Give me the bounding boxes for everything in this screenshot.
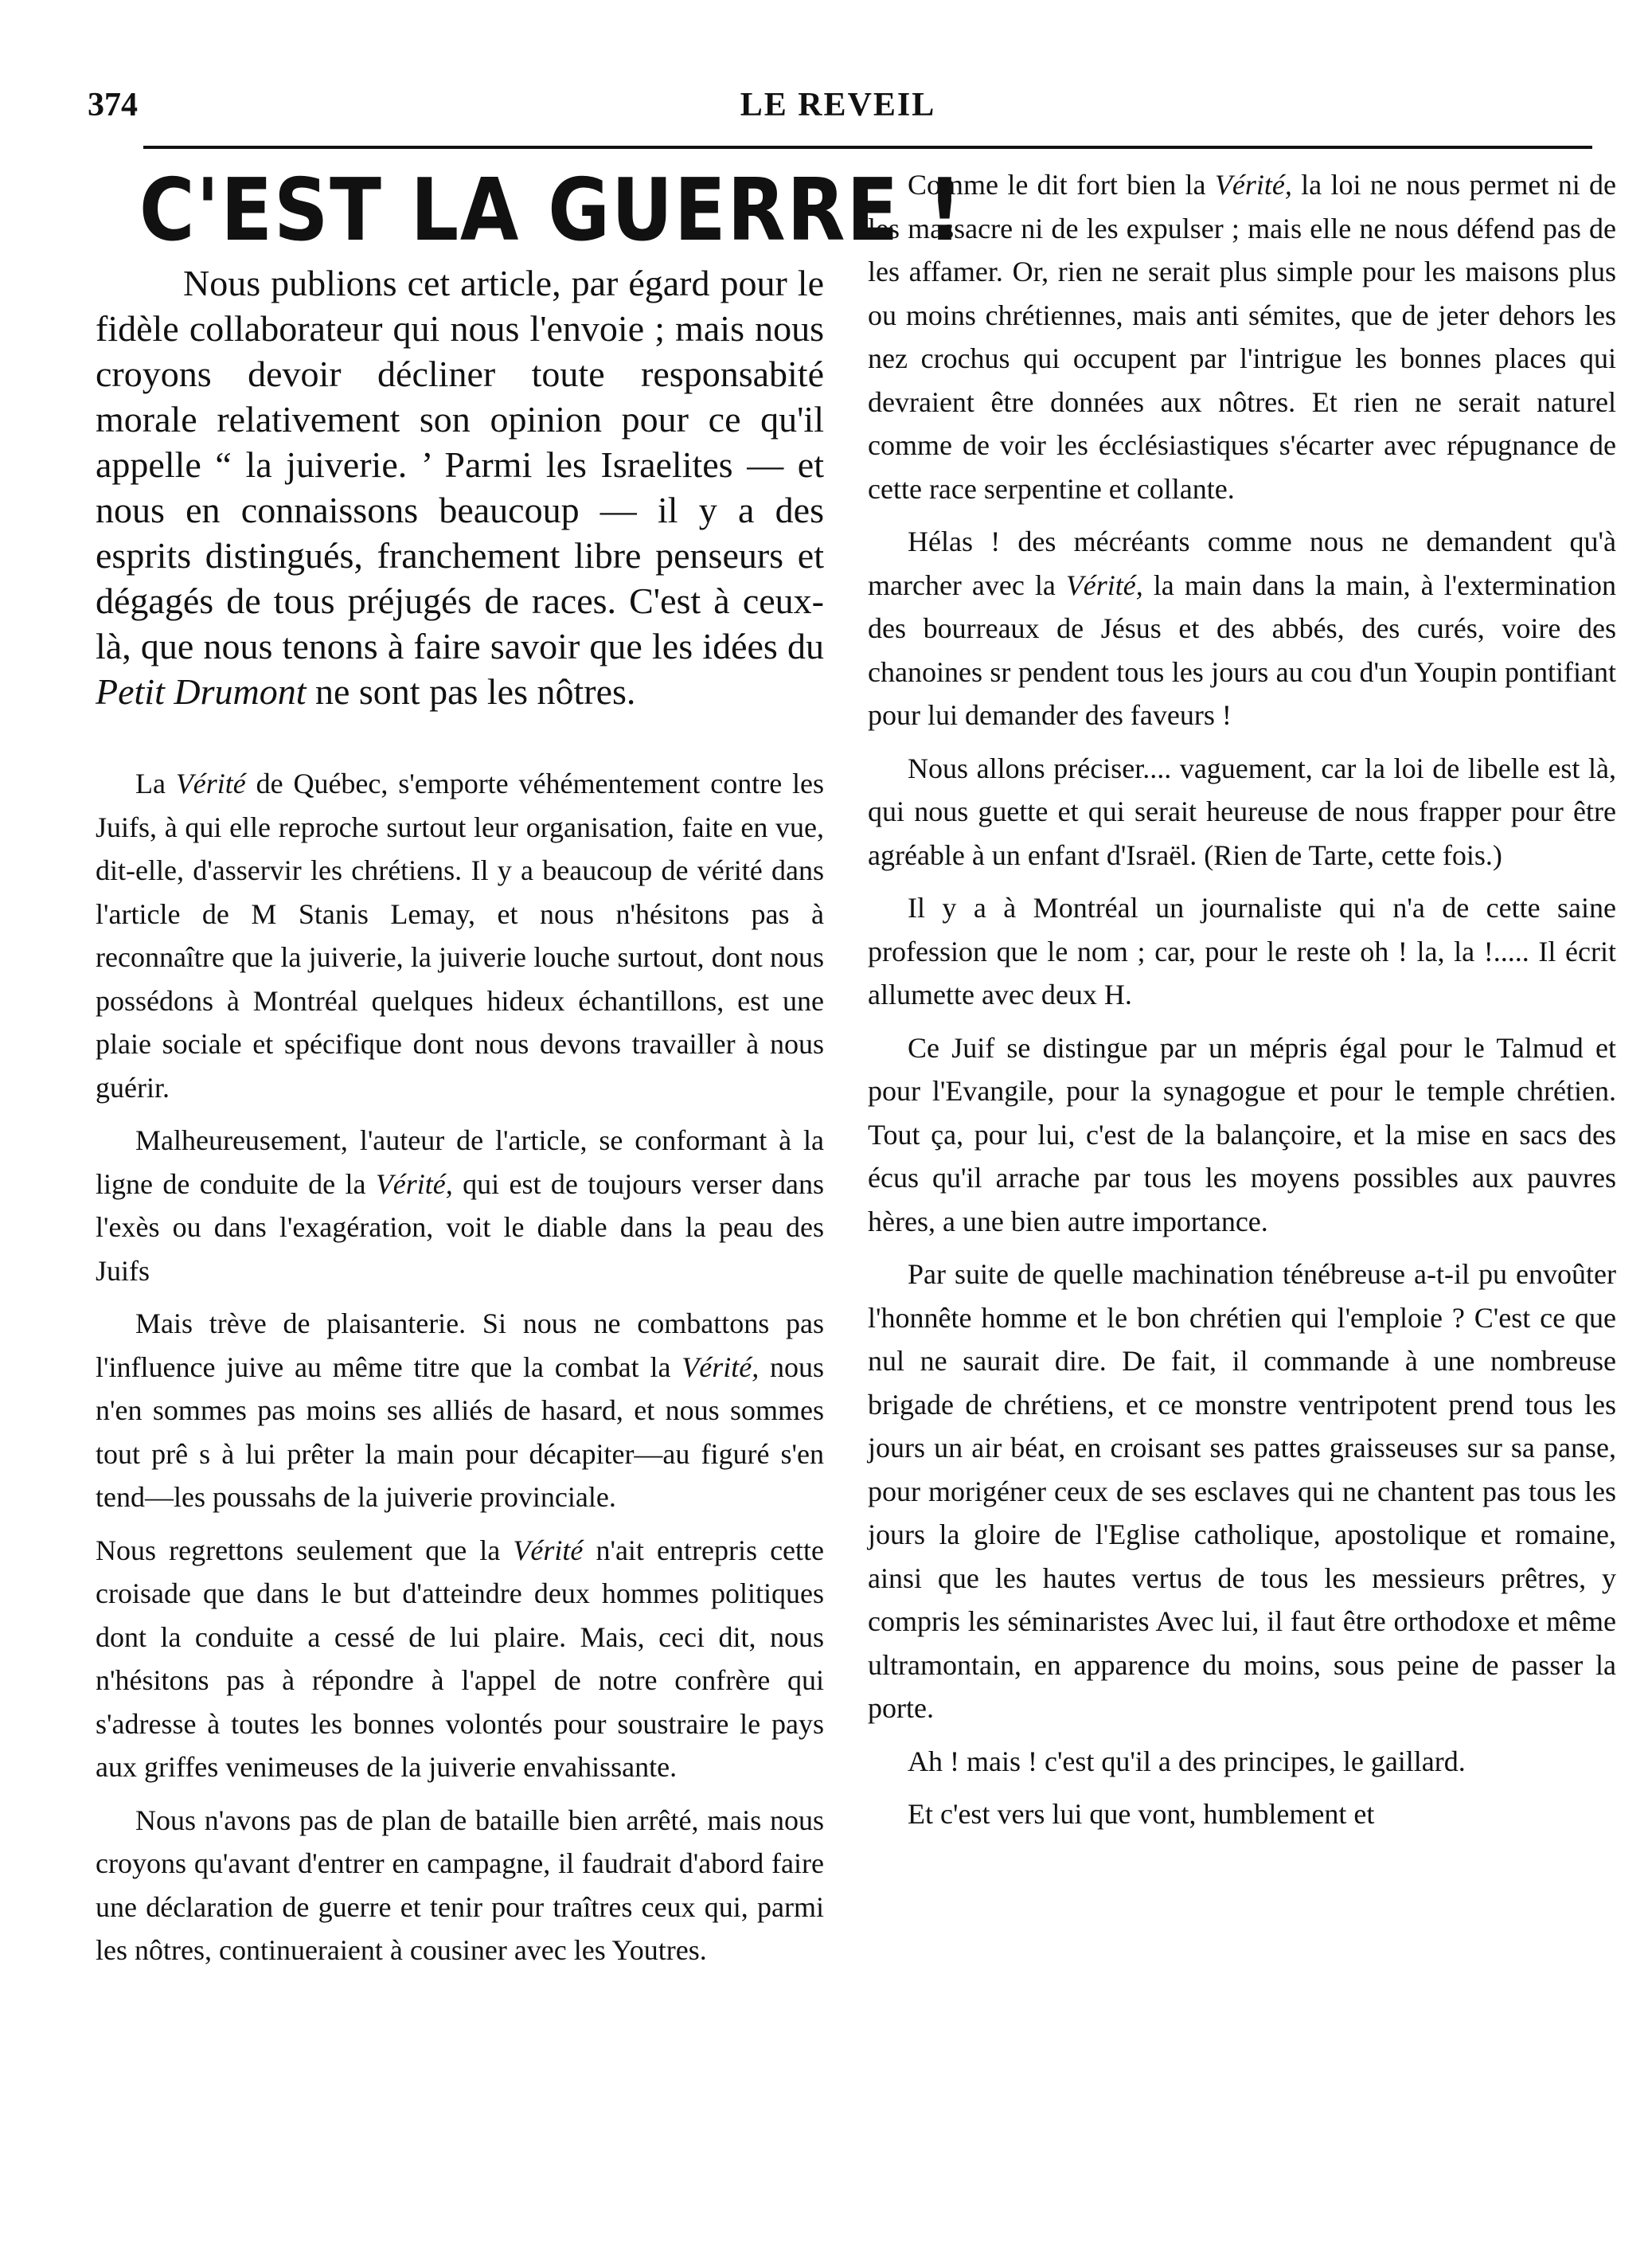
r1-italic: Vérité, xyxy=(1214,169,1292,201)
p2-start: Malheureusement, l'auteur de l'article, se conformant à la ligne de conduite de la xyxy=(96,1124,824,1200)
page-number: 374 xyxy=(88,87,138,123)
paragraph-r4: Il y a à Montréal un journaliste qui n'a de cette saine profession que le nom ; car, pour le reste oh ! la, la !..... Il écrit allumette avec deux H. xyxy=(868,892,1616,1010)
right-column xyxy=(868,163,1616,1846)
running-title: LE REVEIL xyxy=(740,87,936,123)
page-header xyxy=(72,86,1604,134)
r1-start: Comme le dit fort bien la xyxy=(908,169,1206,201)
editor-note xyxy=(96,260,824,714)
paragraph-r5: Ce Juif se distingue par un mépris égal pour le Talmud et pour l'Evangile, pour la synagogue et pour le temple chrétien. Tout ça, pour lui, c'est de la balançoire, et la mise en sacs des écus qu'il arrache par tous les moyens possibles aux pauvres hères, a une bien autre importance. xyxy=(868,1031,1616,1237)
paragraph-r1 xyxy=(868,163,1616,510)
p2-end: qui est de toujours verser dans l'exès ou dans l'exagération, voit le diable dans la peau des Juifs xyxy=(96,1167,825,1287)
paragraph-5: Nous n'avons pas de plan de bataille bien arrêté, mais nous croyons qu'avant d'entrer en campagne, il faudrait d'abord faire une déclaration de guerre et tenir pour traîtres ceux qui, parmi les nôtres, continueraient à cousiner avec les Youtres. xyxy=(96,1804,824,1966)
p2-italic: Vérité, xyxy=(375,1167,453,1200)
p3-start: Mais trève de plaisanterie. Si nous ne combattons pas l'influence juive au même titre que la combat la xyxy=(96,1307,824,1383)
p4-italic: Vérité xyxy=(513,1534,584,1566)
paragraph-r6: Par suite de quelle machination ténébreuse a-t-il pu envoûter l'honnête homme et le bon chrétien qui l'emploie ? C'est ce que nul ne saurait dire. De fait, il commande à une nombreuse brigade de chrétiens, et ce monstre ventripotent prend tous les jours un air béat, en croisant ses pattes graisseuses sur sa panse, pour morigéner ceux de ses esclaves qui ne chantent pas tous les jours la gloire de l'Eglise catholique, apostolique et romaine, ainsi que les hautes vertus de tous les messieurs prêtres, y compris les séminaristes Avec lui, il faut être orthodoxe et même ultramontain, en apparence du moins, sous peine de passer la porte. xyxy=(868,1258,1616,1724)
paragraph-1 xyxy=(96,762,824,1109)
p1-end: de Québec, s'emporte véhémentement contre les Juifs, à qui elle reproche surtout leur organisation, faite en vue, dit-elle, d'asservir les chrétiens. Il y a beaucoup de vérité dans l'article de M Stanis Lemay, et nous n'hésitons pas à reconnaître que la juiverie, la juiverie louche surtout, dont nous possédons à Montréal quelques hideux échantillons, est une plaie sociale et spécifique dont nous devons travailler à nous guérir. xyxy=(96,768,825,1104)
r2-end: la main dans la main, à l'extermination des bourreaux de Jésus et des abbés, des curés, voire des chanoines sr pendent tous les jours au cou d'un Youpin pontifiant pour lui demander des faveurs ! xyxy=(868,569,1617,731)
r1-end: la loi ne nous permet ni de les massacre ni de les expulser ; mais elle ne nous défend pas de les affamer. Or, rien ne serait plus simple pour les maisons plus ou moins chrétiennes, mais anti sémites, que de jeter dehors les nez crochus qui occupent par l'intrigue les bonnes places qui devraient être données aux nôtres. Et rien ne serait naturel comme de voir les écclésiastiques s'écarter avec répugnance de cette race serpentine et collante. xyxy=(868,169,1617,505)
p4-end: n'ait entrepris cette croisade que dans le but d'atteindre deux hommes politiques dont la conduite a cessé de lui plaire. Mais, ceci dit, nous n'hésitons pas à répondre à l'appel de notre confrère qui s'adresse à toutes les bonnes volontés pour soustraire le pays aux griffes venimeuses de la juiverie envahissante. xyxy=(96,1534,825,1783)
paragraph-r7: Ah ! mais ! c'est qu'il a des principes, le gaillard. xyxy=(908,1745,1466,1777)
editor-note-end: ne sont pas les nôtres. xyxy=(314,671,636,712)
paragraph-r3: Nous allons préciser.... vaguement, car la loi de libelle est là, qui nous guette et qui serait heureuse de nous frapper pour être agréable à un enfant d'Israël. (Rien de Tarte, cette fois.) xyxy=(868,752,1616,871)
p1-start: La xyxy=(135,768,166,799)
p3-end: nous n'en sommes pas moins ses alliés de hasard, et nous sommes tout prê s à lui prêter la main pour décapiter—au figuré s'en tend—les poussahs de la juiverie provinciale. xyxy=(96,1350,824,1513)
paragraph-4 xyxy=(96,1529,824,1789)
paragraph-r2 xyxy=(868,520,1616,737)
paragraph-3 xyxy=(96,1302,824,1519)
article-headline: C'EST LA GUERRE ! xyxy=(139,161,963,260)
header-rule xyxy=(143,146,1592,149)
r2-start: Hélas ! des mécréants comme nous ne demandent qu'à marcher avec la xyxy=(868,526,1616,601)
paragraph-r8: Et c'est vers lui que vont, humblement et xyxy=(908,1798,1375,1830)
r2-italic: Vérité, xyxy=(1065,569,1143,601)
editor-note-italic: Petit Drumont xyxy=(96,671,307,712)
p1-italic: Vérité xyxy=(175,768,246,799)
editor-note-text: Nous publions cet article, par égard pour le fidèle collaborateur qui nous l'envoie ; mais nous croyons devoir décliner toute responsabité morale relativement son opinion pour ce qu'il appelle “ la juiverie. ’ Parmi les Israelites — et nous en connaissons beaucoup — il y a des esprits distingués, franchement libre penseurs et dégagés de tous préjugés de races. C'est à ceux-là, que nous tenons à faire savoir que les idées du xyxy=(96,263,824,666)
p3-italic: Vérité, xyxy=(681,1350,760,1383)
p4-start: Nous regrettons seulement que la xyxy=(96,1534,501,1566)
paragraph-2 xyxy=(96,1119,824,1292)
left-column xyxy=(96,161,963,1982)
